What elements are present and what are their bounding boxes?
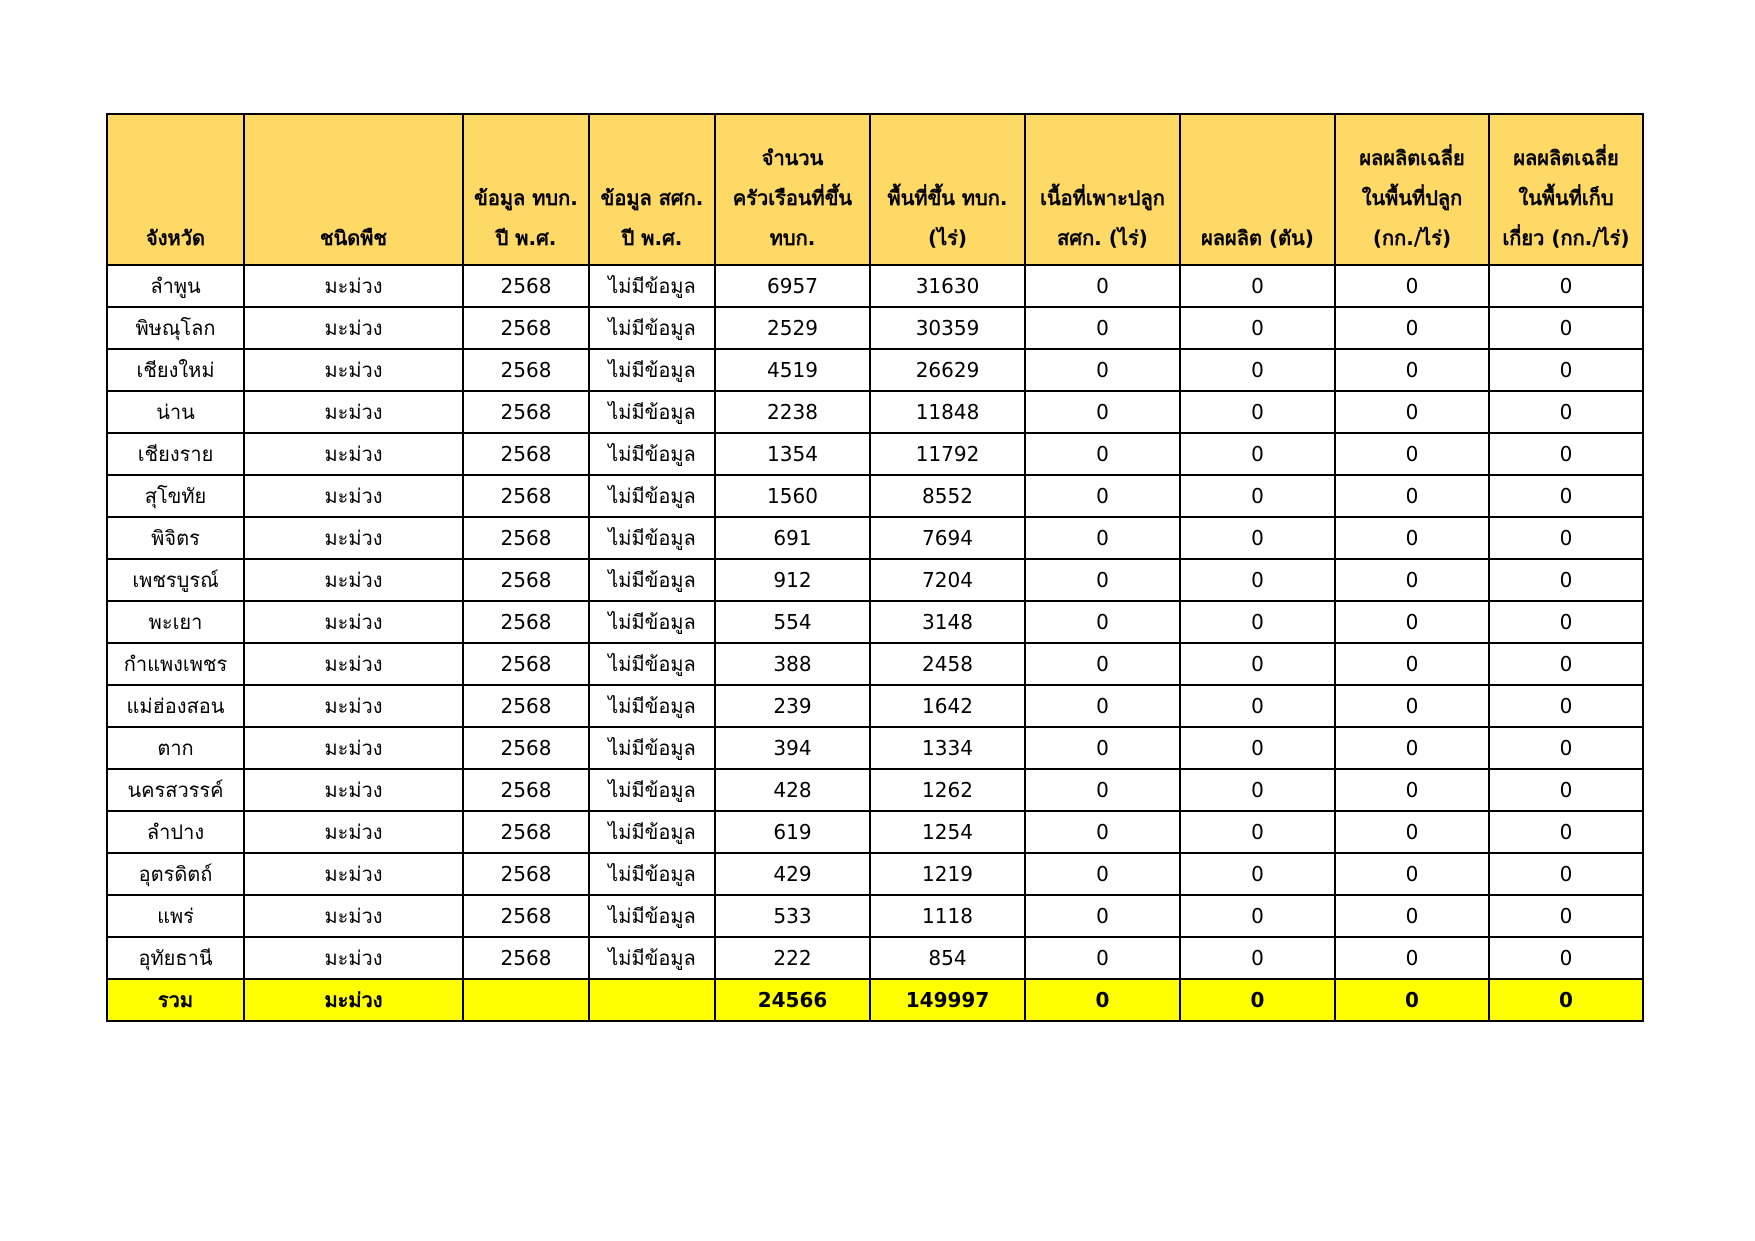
cell-oae-year: ไม่มีข้อมูล — [589, 307, 715, 349]
cell-crop-type: มะม่วง — [244, 811, 463, 853]
cell-production: 0 — [1180, 433, 1335, 475]
cell-production: 0 — [1180, 769, 1335, 811]
header-tbk-year: ข้อมูล ทบก. ปี พ.ศ. — [463, 114, 589, 265]
cell-crop-type: มะม่วง — [244, 643, 463, 685]
cell-planted-area: 0 — [1025, 727, 1180, 769]
cell-households: 222 — [715, 937, 870, 979]
table-row — [107, 517, 1643, 559]
cell-tbk-year: 2568 — [463, 307, 589, 349]
cell-province: น่าน — [107, 391, 244, 433]
cell-oae-year: ไม่มีข้อมูล — [589, 727, 715, 769]
table-row — [107, 811, 1643, 853]
total-row — [107, 979, 1643, 1021]
cell-oae-year: ไม่มีข้อมูล — [589, 433, 715, 475]
cell-planted-area: 0 — [1025, 811, 1180, 853]
table-body — [107, 265, 1643, 1021]
cell-oae-year: ไม่มีข้อมูล — [589, 601, 715, 643]
cell-registered-area: 1334 — [870, 727, 1025, 769]
cell-oae-year: ไม่มีข้อมูล — [589, 559, 715, 601]
table-row — [107, 853, 1643, 895]
cell-crop-type: มะม่วง — [244, 517, 463, 559]
cell-households: 428 — [715, 769, 870, 811]
header-crop-type: ชนิดพืช — [244, 114, 463, 265]
cell-province: เพชรบูรณ์ — [107, 559, 244, 601]
cell-households: 2529 — [715, 307, 870, 349]
cell-province: พิษณุโลก — [107, 307, 244, 349]
cell-registered-area: 1262 — [870, 769, 1025, 811]
cell-registered-area: 26629 — [870, 349, 1025, 391]
cell-households: 533 — [715, 895, 870, 937]
cell-tbk-year: 2568 — [463, 937, 589, 979]
cell-province: ลำพูน — [107, 265, 244, 307]
cell-yield-harvested: 0 — [1489, 601, 1643, 643]
cell-planted-area: 0 — [1025, 601, 1180, 643]
cell-crop-type: มะม่วง — [244, 685, 463, 727]
cell-tbk-year: 2568 — [463, 811, 589, 853]
cell-yield-planted: 0 — [1335, 517, 1489, 559]
cell-registered-area: 31630 — [870, 265, 1025, 307]
cell-planted-area: 0 — [1025, 349, 1180, 391]
cell-production: 0 — [1180, 685, 1335, 727]
cell-households: 394 — [715, 727, 870, 769]
crop-data-table — [106, 113, 1644, 1022]
table-row — [107, 937, 1643, 979]
cell-province: อุทัยธานี — [107, 937, 244, 979]
cell-yield-harvested: 0 — [1489, 811, 1643, 853]
cell-registered-area: 1219 — [870, 853, 1025, 895]
table-row — [107, 391, 1643, 433]
cell-crop-type: มะม่วง — [244, 727, 463, 769]
cell-crop-type: มะม่วง — [244, 895, 463, 937]
total-production: 0 — [1180, 979, 1335, 1021]
cell-yield-planted: 0 — [1335, 685, 1489, 727]
cell-tbk-year: 2568 — [463, 517, 589, 559]
cell-yield-harvested: 0 — [1489, 349, 1643, 391]
cell-yield-harvested: 0 — [1489, 727, 1643, 769]
cell-yield-planted: 0 — [1335, 643, 1489, 685]
cell-crop-type: มะม่วง — [244, 349, 463, 391]
cell-tbk-year: 2568 — [463, 559, 589, 601]
cell-crop-type: มะม่วง — [244, 937, 463, 979]
cell-province: สุโขทัย — [107, 475, 244, 517]
cell-tbk-year: 2568 — [463, 391, 589, 433]
cell-production: 0 — [1180, 601, 1335, 643]
cell-yield-planted: 0 — [1335, 475, 1489, 517]
cell-province: พิจิตร — [107, 517, 244, 559]
cell-yield-planted: 0 — [1335, 895, 1489, 937]
cell-yield-planted: 0 — [1335, 769, 1489, 811]
cell-tbk-year: 2568 — [463, 895, 589, 937]
cell-oae-year: ไม่มีข้อมูล — [589, 349, 715, 391]
cell-planted-area: 0 — [1025, 265, 1180, 307]
header-yield-harvested: ผลผลิตเฉลี่ย ในพื้นที่เก็บ เกี่ยว (กก./ไร่) — [1489, 114, 1643, 265]
cell-yield-harvested: 0 — [1489, 391, 1643, 433]
cell-province: นครสวรรค์ — [107, 769, 244, 811]
cell-production: 0 — [1180, 853, 1335, 895]
table-row — [107, 769, 1643, 811]
cell-production: 0 — [1180, 265, 1335, 307]
cell-crop-type: มะม่วง — [244, 769, 463, 811]
cell-crop-type: มะม่วง — [244, 601, 463, 643]
cell-province: อุตรดิตถ์ — [107, 853, 244, 895]
cell-province: ตาก — [107, 727, 244, 769]
cell-planted-area: 0 — [1025, 769, 1180, 811]
cell-households: 429 — [715, 853, 870, 895]
cell-yield-planted: 0 — [1335, 391, 1489, 433]
cell-planted-area: 0 — [1025, 643, 1180, 685]
cell-households: 2238 — [715, 391, 870, 433]
cell-households: 912 — [715, 559, 870, 601]
cell-yield-planted: 0 — [1335, 559, 1489, 601]
cell-planted-area: 0 — [1025, 895, 1180, 937]
cell-province: เชียงใหม่ — [107, 349, 244, 391]
cell-yield-planted: 0 — [1335, 433, 1489, 475]
cell-planted-area: 0 — [1025, 307, 1180, 349]
cell-registered-area: 3148 — [870, 601, 1025, 643]
cell-production: 0 — [1180, 475, 1335, 517]
cell-province: กำแพงเพชร — [107, 643, 244, 685]
cell-planted-area: 0 — [1025, 391, 1180, 433]
header-production: ผลผลิต (ตัน) — [1180, 114, 1335, 265]
header-province: จังหวัด — [107, 114, 244, 265]
cell-oae-year: ไม่มีข้อมูล — [589, 853, 715, 895]
cell-households: 1560 — [715, 475, 870, 517]
cell-province: แม่ฮ่องสอน — [107, 685, 244, 727]
cell-oae-year: ไม่มีข้อมูล — [589, 769, 715, 811]
cell-yield-harvested: 0 — [1489, 307, 1643, 349]
cell-crop-type: มะม่วง — [244, 307, 463, 349]
cell-yield-harvested: 0 — [1489, 895, 1643, 937]
cell-households: 1354 — [715, 433, 870, 475]
header-registered-area: พื้นที่ขึ้น ทบก. (ไร่) — [870, 114, 1025, 265]
table-row — [107, 559, 1643, 601]
cell-yield-harvested: 0 — [1489, 937, 1643, 979]
cell-registered-area: 2458 — [870, 643, 1025, 685]
table-row — [107, 727, 1643, 769]
total-oae-year — [589, 979, 715, 1021]
cell-production: 0 — [1180, 895, 1335, 937]
cell-planted-area: 0 — [1025, 475, 1180, 517]
table-row — [107, 475, 1643, 517]
cell-registered-area: 30359 — [870, 307, 1025, 349]
cell-crop-type: มะม่วง — [244, 559, 463, 601]
cell-tbk-year: 2568 — [463, 265, 589, 307]
cell-yield-planted: 0 — [1335, 811, 1489, 853]
cell-crop-type: มะม่วง — [244, 391, 463, 433]
cell-province: เชียงราย — [107, 433, 244, 475]
table-row — [107, 307, 1643, 349]
cell-oae-year: ไม่มีข้อมูล — [589, 265, 715, 307]
table-row — [107, 643, 1643, 685]
cell-oae-year: ไม่มีข้อมูล — [589, 895, 715, 937]
cell-planted-area: 0 — [1025, 517, 1180, 559]
cell-oae-year: ไม่มีข้อมูล — [589, 517, 715, 559]
total-households: 24566 — [715, 979, 870, 1021]
cell-yield-planted: 0 — [1335, 349, 1489, 391]
cell-province: แพร่ — [107, 895, 244, 937]
cell-production: 0 — [1180, 811, 1335, 853]
cell-yield-harvested: 0 — [1489, 475, 1643, 517]
cell-registered-area: 11792 — [870, 433, 1025, 475]
cell-tbk-year: 2568 — [463, 475, 589, 517]
total-tbk-year — [463, 979, 589, 1021]
cell-tbk-year: 2568 — [463, 349, 589, 391]
cell-production: 0 — [1180, 937, 1335, 979]
cell-households: 554 — [715, 601, 870, 643]
cell-crop-type: มะม่วง — [244, 853, 463, 895]
cell-yield-planted: 0 — [1335, 937, 1489, 979]
table-row — [107, 895, 1643, 937]
cell-households: 6957 — [715, 265, 870, 307]
cell-registered-area: 854 — [870, 937, 1025, 979]
cell-tbk-year: 2568 — [463, 727, 589, 769]
cell-planted-area: 0 — [1025, 853, 1180, 895]
cell-production: 0 — [1180, 643, 1335, 685]
cell-yield-harvested: 0 — [1489, 433, 1643, 475]
cell-oae-year: ไม่มีข้อมูล — [589, 643, 715, 685]
header-yield-planted: ผลผลิตเฉลี่ย ในพื้นที่ปลูก (กก./ไร่) — [1335, 114, 1489, 265]
cell-yield-harvested: 0 — [1489, 517, 1643, 559]
header-oae-year: ข้อมูล สศก. ปี พ.ศ. — [589, 114, 715, 265]
table-row — [107, 265, 1643, 307]
cell-yield-harvested: 0 — [1489, 685, 1643, 727]
cell-production: 0 — [1180, 307, 1335, 349]
cell-planted-area: 0 — [1025, 937, 1180, 979]
header-planted-area: เนื้อที่เพาะปลูก สศก. (ไร่) — [1025, 114, 1180, 265]
cell-production: 0 — [1180, 517, 1335, 559]
cell-registered-area: 1118 — [870, 895, 1025, 937]
total-planted-area: 0 — [1025, 979, 1180, 1021]
cell-oae-year: ไม่มีข้อมูล — [589, 391, 715, 433]
cell-province: ลำปาง — [107, 811, 244, 853]
cell-yield-planted: 0 — [1335, 265, 1489, 307]
cell-households: 619 — [715, 811, 870, 853]
cell-yield-harvested: 0 — [1489, 265, 1643, 307]
cell-registered-area: 11848 — [870, 391, 1025, 433]
cell-oae-year: ไม่มีข้อมูล — [589, 475, 715, 517]
cell-planted-area: 0 — [1025, 559, 1180, 601]
cell-yield-planted: 0 — [1335, 601, 1489, 643]
table-row — [107, 433, 1643, 475]
cell-tbk-year: 2568 — [463, 685, 589, 727]
cell-households: 239 — [715, 685, 870, 727]
cell-registered-area: 1642 — [870, 685, 1025, 727]
total-province: รวม — [107, 979, 244, 1021]
cell-yield-harvested: 0 — [1489, 853, 1643, 895]
cell-households: 691 — [715, 517, 870, 559]
cell-province: พะเยา — [107, 601, 244, 643]
cell-tbk-year: 2568 — [463, 601, 589, 643]
cell-planted-area: 0 — [1025, 433, 1180, 475]
cell-tbk-year: 2568 — [463, 769, 589, 811]
cell-crop-type: มะม่วง — [244, 475, 463, 517]
cell-production: 0 — [1180, 727, 1335, 769]
cell-oae-year: ไม่มีข้อมูล — [589, 685, 715, 727]
total-crop-type: มะม่วง — [244, 979, 463, 1021]
cell-production: 0 — [1180, 391, 1335, 433]
table-row — [107, 685, 1643, 727]
cell-crop-type: มะม่วง — [244, 433, 463, 475]
cell-crop-type: มะม่วง — [244, 265, 463, 307]
total-registered-area: 149997 — [870, 979, 1025, 1021]
cell-yield-harvested: 0 — [1489, 643, 1643, 685]
cell-registered-area: 8552 — [870, 475, 1025, 517]
cell-yield-planted: 0 — [1335, 307, 1489, 349]
total-yield-planted: 0 — [1335, 979, 1489, 1021]
cell-yield-harvested: 0 — [1489, 559, 1643, 601]
cell-yield-planted: 0 — [1335, 853, 1489, 895]
header-households: จำนวน ครัวเรือนที่ขึ้น ทบก. — [715, 114, 870, 265]
cell-yield-planted: 0 — [1335, 727, 1489, 769]
table-row — [107, 601, 1643, 643]
cell-planted-area: 0 — [1025, 685, 1180, 727]
cell-tbk-year: 2568 — [463, 853, 589, 895]
cell-oae-year: ไม่มีข้อมูล — [589, 811, 715, 853]
cell-yield-harvested: 0 — [1489, 769, 1643, 811]
cell-registered-area: 7694 — [870, 517, 1025, 559]
cell-oae-year: ไม่มีข้อมูล — [589, 937, 715, 979]
cell-households: 4519 — [715, 349, 870, 391]
cell-registered-area: 7204 — [870, 559, 1025, 601]
total-yield-harvested: 0 — [1489, 979, 1643, 1021]
cell-registered-area: 1254 — [870, 811, 1025, 853]
cell-production: 0 — [1180, 349, 1335, 391]
cell-tbk-year: 2568 — [463, 433, 589, 475]
cell-production: 0 — [1180, 559, 1335, 601]
table-row — [107, 349, 1643, 391]
cell-tbk-year: 2568 — [463, 643, 589, 685]
cell-households: 388 — [715, 643, 870, 685]
header-row — [107, 114, 1643, 265]
